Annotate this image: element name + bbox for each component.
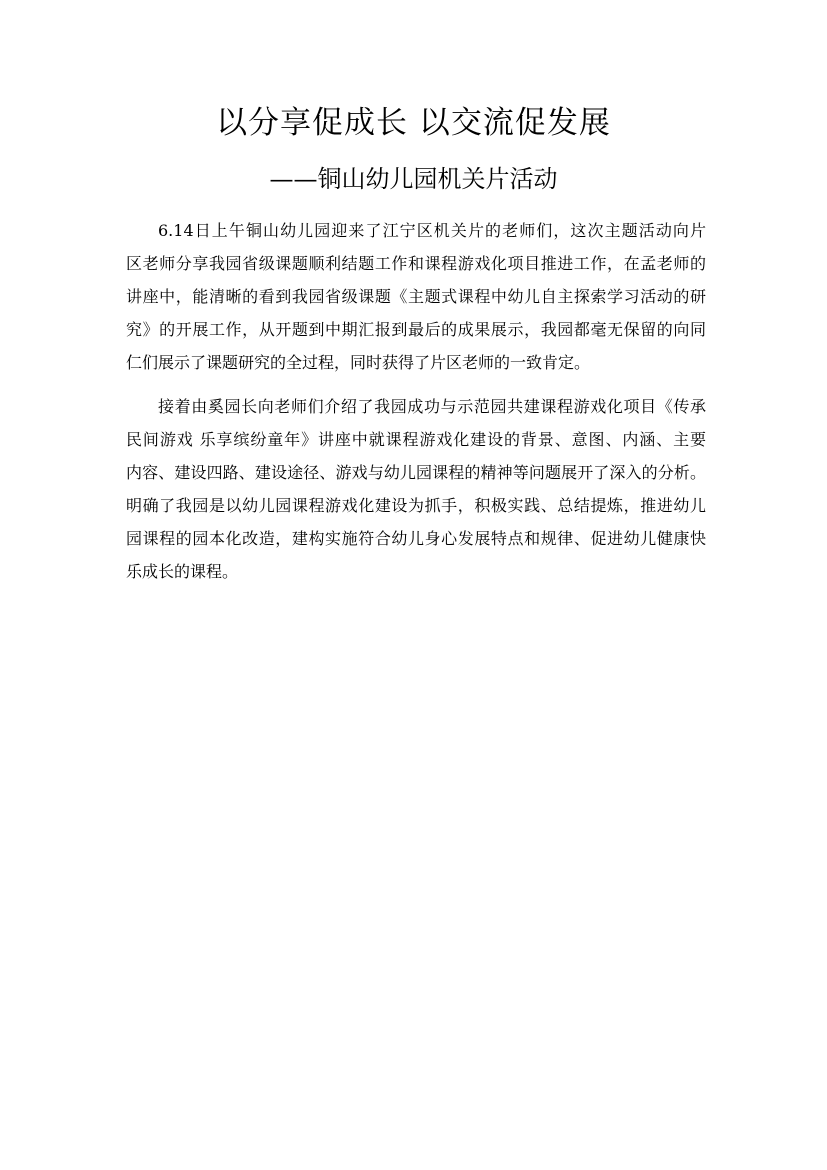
document-title: 以分享促成长 以交流促发展 (216, 105, 611, 141)
paragraph-line: 6.14日上午铜山幼儿园迎来了江宁区机关片的老师们，这次主题活动向片 (158, 221, 706, 240)
paragraph-line: 明确了我园是以幼儿园课程游戏化建设为抓手，积极实践、总结提炼，推进幼儿 (126, 496, 706, 515)
paragraph-2 (126, 390, 706, 588)
paragraph-1 (126, 214, 706, 379)
paragraph-line: 讲座中，能清晰的看到我园省级课题《主题式课程中幼儿自主探索学习活动的研 (126, 287, 706, 306)
paragraph-line: 民间游戏 乐享缤纷童年》讲座中就课程游戏化建设的背景、意图、内涵、主要 (126, 430, 706, 449)
paragraph-line: 究》的开展工作，从开题到中期汇报到最后的成果展示，我园都毫无保留的向同 (126, 320, 706, 339)
paragraph-line: 区老师分享我园省级课题顺利结题工作和课程游戏化项目推进工作，在孟老师的 (126, 254, 706, 273)
paragraph-line: 内容、建设四路、建设途径、游戏与幼儿园课程的精神等问题展开了深入的分析。 (126, 463, 706, 482)
paragraph-line: 园课程的园本化改造，建构实施符合幼儿身心发展特点和规律、促进幼儿健康快 (126, 529, 706, 548)
document-subtitle: ——铜山幼儿园机关片活动 (269, 165, 558, 193)
paragraph-line: 仁们展示了课题研究的全过程，同时获得了片区老师的一致肯定。 (126, 353, 591, 372)
paragraph-line: 接着由奚园长向老师们介绍了我园成功与示范园共建课程游戏化项目《传承 (158, 397, 706, 416)
paragraph-line: 乐成长的课程。 (126, 562, 239, 581)
